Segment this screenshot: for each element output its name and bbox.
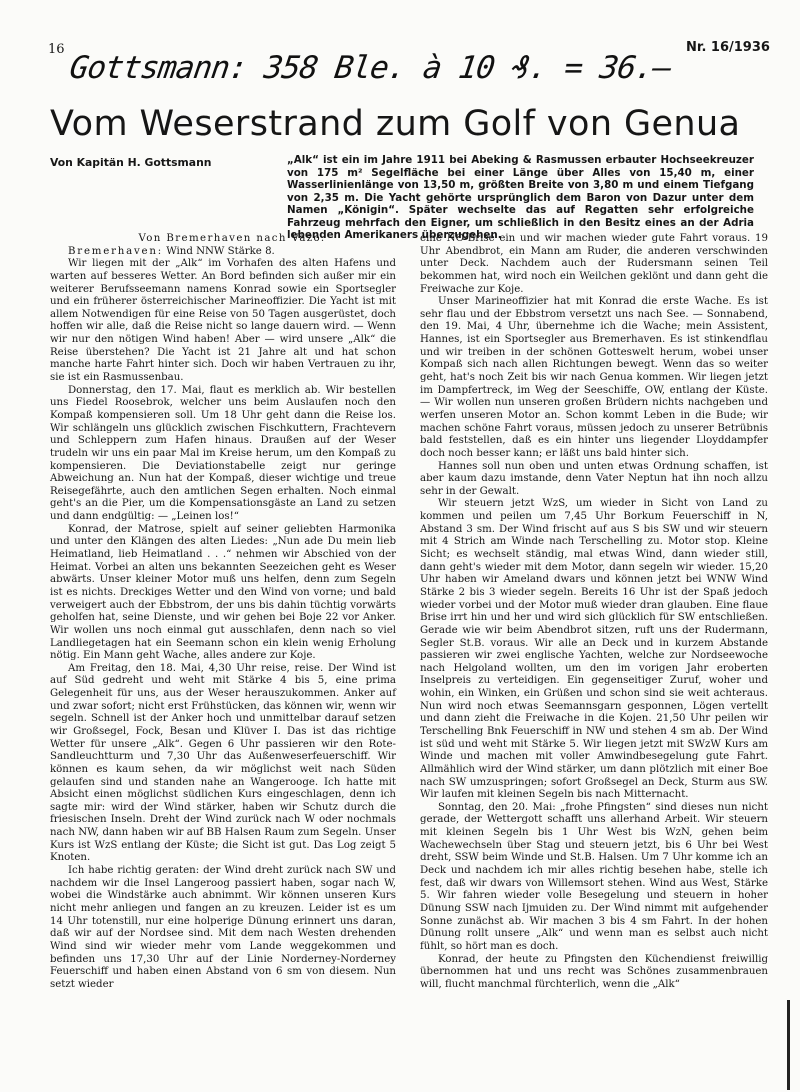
paragraph: Ich habe richtig geraten: der Wind dreht zurück nach SW und nachdem wir die Insel Langeroog passiert haben, sogar nach W, wobei die Windstärke auch abnimmt. Wir können unseren Kurs nicht mehr anliegen und fangen an zu kreuzen. Leider ist es um 14 Uhr totenstill, nur eine holperige Dünung erinnert uns daran, daß wir auf der Nordsee sind. Mit dem nach Westen drehenden Wind sind wir wieder mehr vom Lande weggekommen und befinden uns 17,30 Uhr auf der Linie Norderney-Norderney Feuerschiff und haben einen Abstand von 6 sm von diesem. Nun setzt wieder — [50, 865, 396, 990]
place-label: Bremerhaven: — [68, 245, 163, 257]
paragraph: Sonntag, den 20. Mai: „frohe Pfingsten“ sind dieses nun nicht gerade, der Wettergott schafft uns allerhand Arbeit. Wir steuern mit kleinen Segeln bis 1 Uhr West bis WzN, gehen beim Wachewechseln über Stag und steuern jetzt, bis 6 Uhr bei West dreht, SSW beim Winde und St.B. Halsen. Um 7 Uhr komme ich an Deck und nachdem ich mir alles richtig besehen habe, stelle ich fest, daß wir dwars von Willemsort stehen. Wind aus West, Stärke 5. Wir fahren wieder volle Besegelung und steuern in hoher Dünung SSW nach Ijmuiden zu. Der Wind nimmt mit aufgehender Sonne zunächst ab. Wir machen 3 bis 4 sm Fahrt. In der hohen Dünung rollt unsere „Alk“ und wenn man es selbst auch nicht fühlt, so hört man es doch. — [420, 801, 768, 952]
paragraph: Konrad, der Matrose, spielt auf seiner geliebten Harmonika und unter den Klängen des alten Liedes: „Nun ade Du mein lieb Heimatland, lieb Heimatland . . .“ nehmen wir Abschied von der Heimat. Vorbei an alten uns bekannten Seezeichen geht es Weser abwärts. Unser kleiner Motor muß uns helfen, denn zum Segeln ist es nichts. Dreckiges Wetter und den Wind von vorne; und bald verweigert auch der Ebbstrom, der uns bis dahin tüchtig vorwärts geholfen hat, seine Dienste, und wir gehen bei Boje 22 vor Anker. Wir wollen uns noch einmal gut ausschlafen, denn nach so viel Landliegetagen hat ein Seemann schon ein klein wenig Erholung nötig. Ein Mann geht Wache, alles andere zur Koje. — [50, 523, 396, 662]
paragraph: Wir steuern jetzt WzS, um wieder in Sicht von Land zu kommen und peilen um 7,45 Uhr Borkum Feuerschiff in N, Abstand 3 sm. Der Wind frischt auf aus S bis SW und wir steuern mit 4 Strich am Winde nach Terschelling zu. Motor stop. Kleine Sicht; es wechselt ständig, mal etwas Wind, dann wieder still, dann geht's wieder mit dem Motor, dann segeln wir wieder. 15,20 Uhr haben wir Ameland dwars und können jetzt bei WNW Wind Stärke 2 bis 3 wieder segeln. Bereits 16 Uhr ist der Spaß jedoch wieder vorbei und der Motor muß wieder dran glauben. Eine flaue Brise irrt hin und her und wird sich glücklich für SW entschließen. Gerade wie wir beim Abendbrot sitzen, ruft uns der Rudermann, Segler St.B. voraus. Wir alle an Deck und in kurzem Abstande passieren wir zwei englische Yachten, welche zur Nordseewoche nach Helgoland wollten, um den im vorigen Jahr eroberten Inselpreis zu verteidigen. Ein gegenseitiger Zuruf, woher und wohin, ein Winken, ein Grüßen und schon sind sie weit achteraus. Nun wird noch etwas Seemannsgarn gesponnen, Lögen vertellt und dann zieht die Freiwache in die Kojen. 21,50 Uhr peilen wir Terschelling Bnk Feuerschiff in NW und stehen 4 sm ab. Der Wind ist süd und weht mit Stärke 5. Wir liegen jetzt mit SWzW Kurs am Winde und machen mit voller Amwindbesegelung gute Fahrt. Allmählich wird der Wind stärker, um dann plötzlich mit einer Boe nach SW umzuspringen; sofort Großsegel an Deck, Sturm aus SW. Wir laufen mit kleinen Segeln bis nach Mitternacht. — [420, 498, 768, 801]
paragraph: Konrad, der heute zu Pfingsten den Küchendienst freiwillig übernommen hat und uns recht was Schönes zusammenbrauen will, flucht manchmal fürchterlich, wenn die „Alk“ — [420, 953, 768, 990]
paragraph: Wir liegen mit der „Alk“ im Vorhafen des alten Hafens und warten auf besseres Wetter. An Bord befinden sich außer mir ein weiterer Berufsseemann namens Konrad sowie ein Sportsegler und ein früherer österreichischer Marineoffizier. Die Yacht ist mit allem Notwendigen für eine Reise von 50 Tagen ausgerüstet, doch hoffen wir alle, daß die Reise nicht so lange dauern wird. — Wenn wir nur den nötigen Wind haben! Aber — wird unsere „Alk“ die Reise überstehen? Die Yacht ist 21 Jahre alt und hat schon manche harte Fahrt hinter sich. Doch wir haben Vertrauen zu ihr, sie ist ein Rasmussenbau. — [50, 258, 396, 384]
place-wind: Wind NNW Stärke 8. — [162, 245, 275, 257]
place-line — [50, 246, 396, 259]
paragraph: Unser Marineoffizier hat mit Konrad die erste Wache. Es ist sehr flau und der Ebbstrom versetzt uns nach See. — Sonnabend, den 19. Mai, 4 Uhr, übernehme ich die Wache; mein Assistent, Hannes, ist ein Sportsegler aus Bremerhaven. Es ist stinkendflau und wir treiben in der schönen Gotteswelt herum, wobei unser Kompaß sich nach allen Richtungen bewegt. Wenn das so weiter geht, hat's noch Zeit bis wir nach Genua kommen. Wir liegen jetzt im Dampfertreck, im Weg der Seeschiffe, OW, entlang der Küste. — Wir wollen nun unseren großen Brüdern nichts nachgeben und werfen unseren Motor an. Schon kommt Leben in die Bude; wir machen schöne Fahrt voraus, müssen jedoch zu unserer Betrübnis bald feststellen, daß es ein hinter uns liegender Lloyddampfer doch noch besser kann; er läßt uns bald hinter sich. — [420, 296, 768, 459]
article-title: Vom Weserstrand zum Golf von Genua — [50, 104, 741, 144]
page-edge-mark — [787, 1000, 790, 1090]
handwritten-note: Gottsmann: 358 Ble. à 10 ₰. = 36.– — [67, 50, 674, 86]
paragraph: Donnerstag, den 17. Mai, flaut es merklich ab. Wir bestellen uns Fiedel Roosebrok, welcher uns beim Auslaufen noch den Kompaß kompensieren soll. Um 18 Uhr geht dann die Reise los. Wir schlängeln uns glücklich zwischen Fischkuttern, Frachtevern und Schleppern zum Hafen hinaus. Draußen auf der Weser trudeln wir uns ein paar Mal im Kreise herum, um den Kompaß zu kompensieren. Die Deviationstabelle zeigt nur geringe Abweichung an. Nun hat der Kompaß, dieser wichtige und treue Reisegefährte, auch den amtlichen Segen erhalten. Noch einmal geht's an die Pier, um die Kompensationsgäste an Land zu setzen und dann endgültig: — „Leinen los!“ — [50, 384, 396, 523]
left-column — [50, 233, 396, 991]
section-heading: Von Bremerhaven nach Väzo. — [138, 233, 326, 244]
right-column — [420, 233, 768, 991]
article-byline: Von Kapitän H. Gottsmann — [50, 156, 212, 169]
article-intro: „Alk“ ist ein im Jahre 1911 bei Abeking & Rasmussen erbauter Hochseekreuzer von 175 m² Segelfläche bei einer Länge über Alles von 15,40 m, einer Wasserlinienlänge von 13,50 m, größten Breite von 3,80 m und einem Tiefgang von 2,35 m. Die Yacht gehörte ursprünglich dem Baron von Dazur unter dem Namen „Königin“. Später wechselte das auf Regatten sehr erfolgreiche Fahrzeug mehrfach den Eigner, um schließlich in den Besitz eines an der Adria lebenden Amerikaners überzugehen. — [287, 154, 754, 242]
paragraph: Hannes soll nun oben und unten etwas Ordnung schaffen, ist aber kaum dazu imstande, denn Vater Neptun hat ihn noch allzu sehr in der Gewalt. — [420, 460, 768, 497]
issue-number: Nr. 16/1936 — [686, 40, 770, 55]
paragraph: eine NO-Brise ein und wir machen wieder gute Fahrt voraus. 19 Uhr Abendbrot, ein Mann am Ruder, die anderen verschwinden unter Deck. Nachdem auch der Rudersmann seinen Teil bekommen hat, wird noch ein Weilchen geklönt und dann geht die Freiwache zur Koje. — [420, 233, 768, 295]
paragraph: Am Freitag, den 18. Mai, 4,30 Uhr reise, reise. Der Wind ist auf Süd gedreht und weht mit Stärke 4 bis 5, eine prima Gelegenheit für uns, aus der Weser herauszukommen. Anker auf und zwar sofort; nicht erst Frühstücken, das können wir, wenn wir segeln. Schnell ist der Anker hoch und unmittelbar darauf setzen wir Großsegel, Fock, Besan und Klüver I. Das ist das richtige Wetter für unsere „Alk“. Gegen 6 Uhr passieren wir den Rote-Sandleuchtturm und 7,30 Uhr das Außenweserfeuerschiff. Wir können es kaum sehen, da wir möglichst weit nach Süden gelaufen sind und standen nahe an Wangerooge. Ich hatte mit Absicht einen möglichst südlichen Kurs eingeschlagen, denn ich sagte mir: wird der Wind stärker, haben wir Schutz durch die friesischen Inseln. Dreht der Wind zurück nach W oder nochmals nach NW, dann haben wir auf BB Halsen Raum zum Segeln. Unser Kurs ist WzS entlang der Küste; die Sicht ist gut. Das Log zeigt 5 Knoten. — [50, 662, 396, 864]
page-number: 16 — [48, 42, 65, 57]
